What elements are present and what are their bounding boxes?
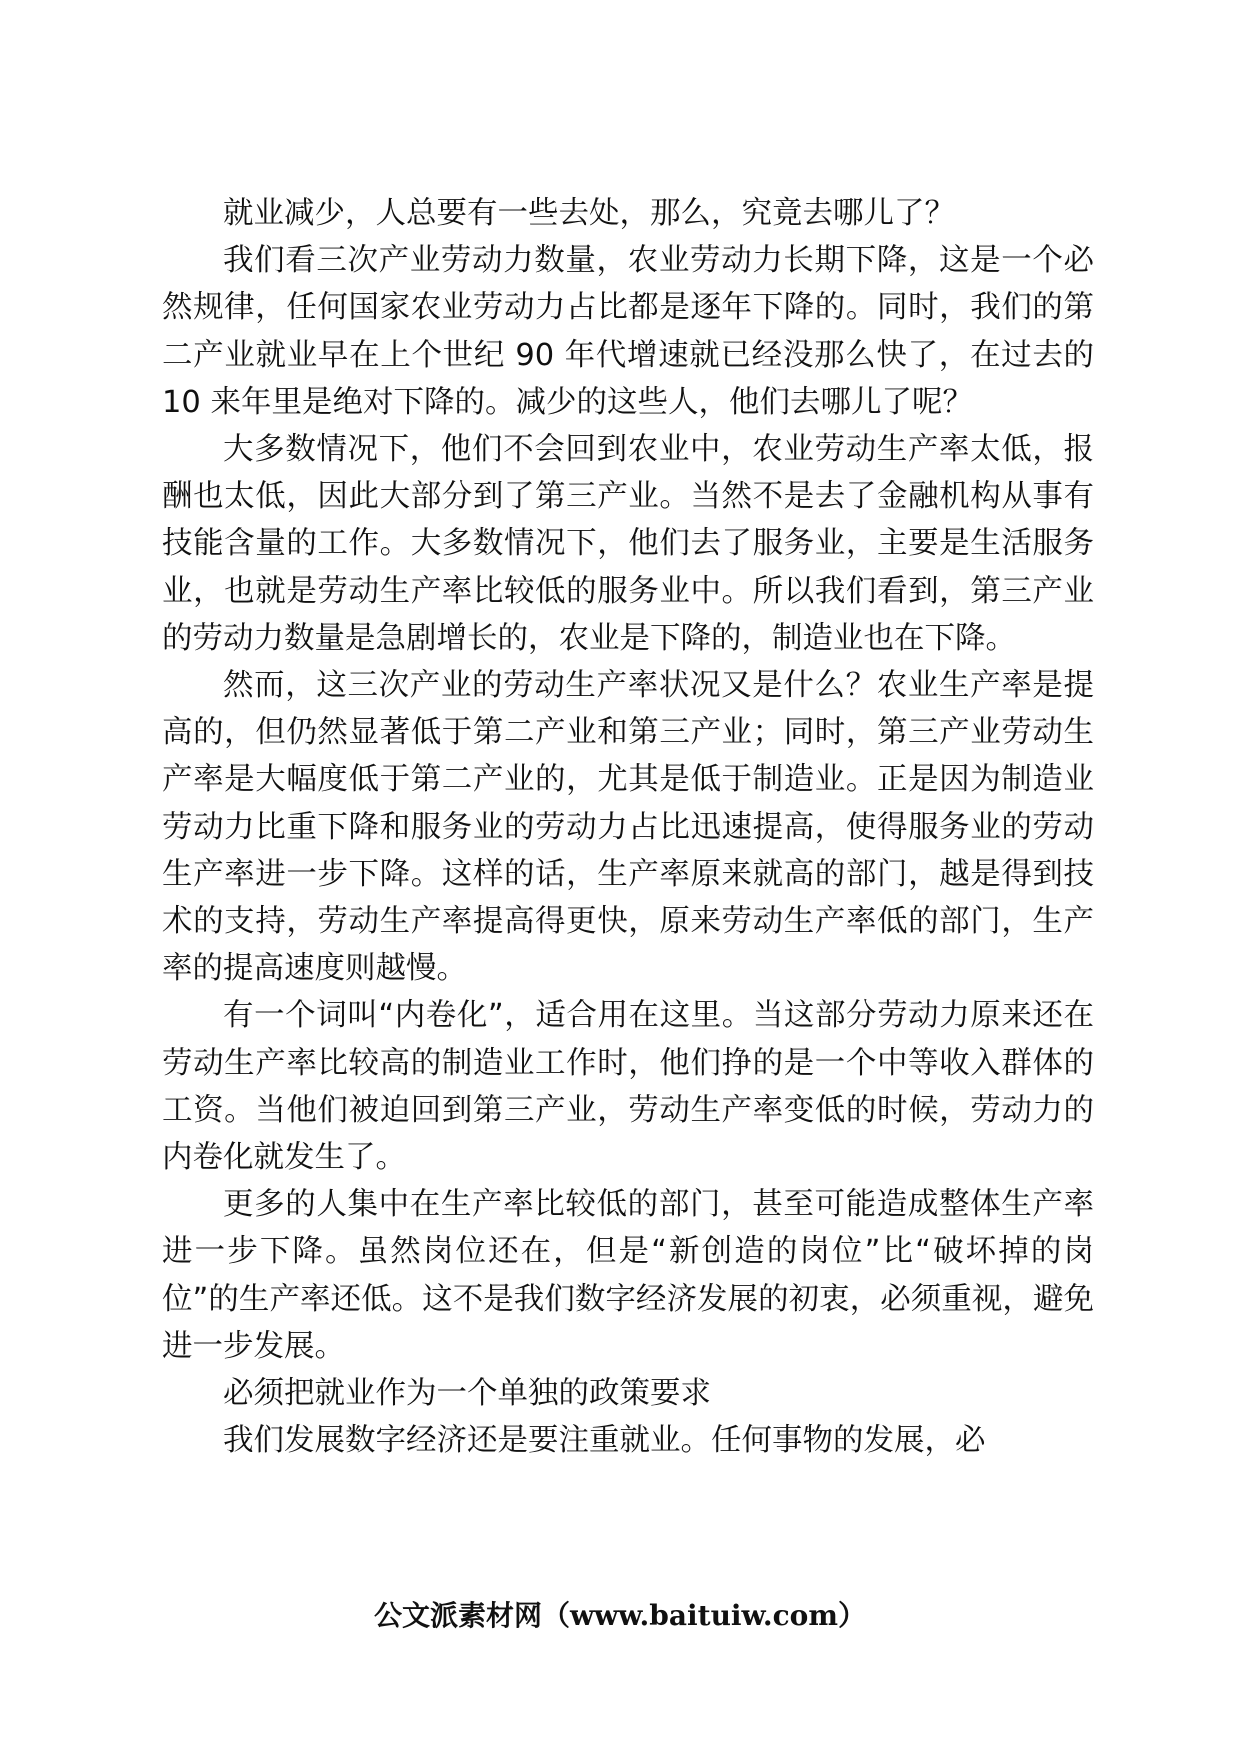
paragraph-2: 我们看三次产业劳动力数量，农业劳动力长期下降，这是一个必然规律，任何国家农业劳动力占比都是逐年下降的。同时，我们的第二产业就业早在上个世纪 90 年代增速就已经没那么快了，在过去的 10 来年里是绝对下降的。减少的这些人，他们去哪儿了呢？	[162, 243, 1094, 420]
footer-source-line: 公文派素材网（www.baituiw.com）	[374, 1599, 866, 1632]
section-heading: 必须把就业作为一个单独的政策要求	[223, 1376, 711, 1412]
article-body	[162, 190, 1094, 1464]
paragraph-6: 更多的人集中在生产率比较低的部门，甚至可能造成整体生产率进一步下降。虽然岗位还在，但是“新创造的岗位”比“破坏掉的岗位”的生产率还低。这不是我们数字经济发展的初衷，必须重视，避免进一步发展。	[162, 1187, 1094, 1364]
paragraph-5: 有一个词叫“内卷化”，适合用在这里。当这部分劳动力原来还在劳动生产率比较高的制造业工作时，他们挣的是一个中等收入群体的工资。当他们被迫回到第三产业，劳动生产率变低的时候，劳动力的内卷化就发生了。	[162, 998, 1094, 1176]
closing-paragraph: 我们发展数字经济还是要注重就业。任何事物的发展，必	[223, 1423, 986, 1459]
paragraph-1: 就业减少，人总要有一些去处，那么，究竟去哪儿了？	[223, 196, 955, 231]
paragraph-3: 大多数情况下，他们不会回到农业中，农业劳动生产率太低，报酬也太低，因此大部分到了第三产业。当然不是去了金融机构从事有技能含量的工作。大多数情况下，他们去了服务业，主要是生活服务业，也就是劳动生产率比较低的服务业中。所以我们看到，第三产业的劳动力数量是急剧增长的，农业是下降的，制造业也在下降。	[162, 432, 1094, 656]
paragraph-4: 然而，这三次产业的劳动生产率状况又是什么？农业生产率是提高的，但仍然显著低于第二产业和第三产业；同时，第三产业劳动生产率是大幅度低于第二产业的，尤其是低于制造业。正是因为制造业劳动力比重下降和服务业的劳动力占比迅速提高，使得服务业的劳动生产率进一步下降。这样的话，生产率原来就高的部门，越是得到技术的支持，劳动生产率提高得更快，原来劳动生产率低的部门，生产率的提高速度则越慢。	[162, 668, 1094, 987]
